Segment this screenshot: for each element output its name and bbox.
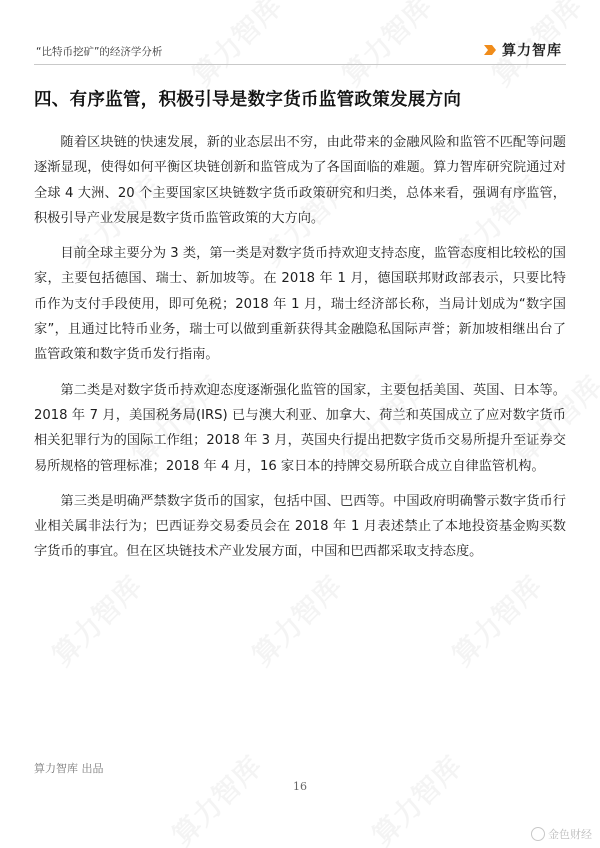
- paragraph: 第二类是对数字货币持欢迎态度逐渐强化监管的国家，主要包括美国、英国、日本等。2018 年 7 月，美国税务局(IRS) 已与澳大利亚、加拿大、荷兰和英国成立了应对数字货币相关犯罪行为的国际工作组；2018 年 3 月，英国央行提出把数字货币交易所提升至证券交易所规格的管理标准；2018 年 4 月，16 家日本的持牌交易所联合成立自律监管机构。: [34, 382, 566, 474]
- document-title: “比特币挖矿”的经济学分析: [36, 46, 163, 58]
- watermark-text: [242, 566, 349, 673]
- watermark-text: [162, 746, 269, 848]
- watermark-text: [362, 746, 469, 848]
- paragraph: 第三类是明确严禁数字货币的国家，包括中国、巴西等。中国政府明确警示数字货币行业相关属非法行为；巴西证券交易委员会在 2018 年 1 月表述禁止了本地投资基金购买数字货币的事宜。但在区块链技术产业发展方面，中国和巴西都采取支持态度。: [34, 493, 566, 560]
- badge-circle-icon: [531, 827, 545, 841]
- page-number: 16: [293, 780, 307, 793]
- publisher-note: 算力智库 出品: [34, 762, 104, 775]
- logo-text: 算力智库: [502, 43, 562, 59]
- corner-badge: [531, 826, 592, 842]
- watermark-text: [42, 566, 149, 673]
- body-content: [34, 130, 566, 575]
- brand-logo: [482, 40, 562, 60]
- section-heading: 四、有序监管，积极引导是数字货币监管政策发展方向: [34, 90, 462, 110]
- paragraph: 目前全球主要分为 3 类，第一类是对数字货币持欢迎支持态度，监管态度相比较松的国家，主要包括德国、瑞士、新加坡等。在 2018 年 1 月，德国联邦财政部表示，只要比特币作为支付手段使用，即可免税；2018 年 1 月，瑞士经济部长称，当局计划成为“数字国家”，且通过比特币业务，瑞士可以做到重新获得其金融隐私国际声誉；新加坡相继出台了监管政策和数字货币发行指南。: [34, 246, 566, 363]
- page-header: [0, 0, 600, 68]
- paragraph: 随着区块链的快速发展，新的业态层出不穷，由此带来的金融风险和监管不匹配等问题逐渐显现，使得如何平衡区块链创新和监管成为了各国面临的难题。算力智库研究院通过对全球 4 大洲、20 个主要国家区块链数字货币政策研究和归类，总体来看，强调有序监管，积极引导产业发展是数字货币监管政策的大方向。: [34, 135, 566, 226]
- watermark-text: [442, 566, 549, 673]
- corner-badge-text: 金色财经: [548, 828, 592, 841]
- header-divider: [34, 64, 566, 65]
- logo-mark-icon: [482, 42, 498, 58]
